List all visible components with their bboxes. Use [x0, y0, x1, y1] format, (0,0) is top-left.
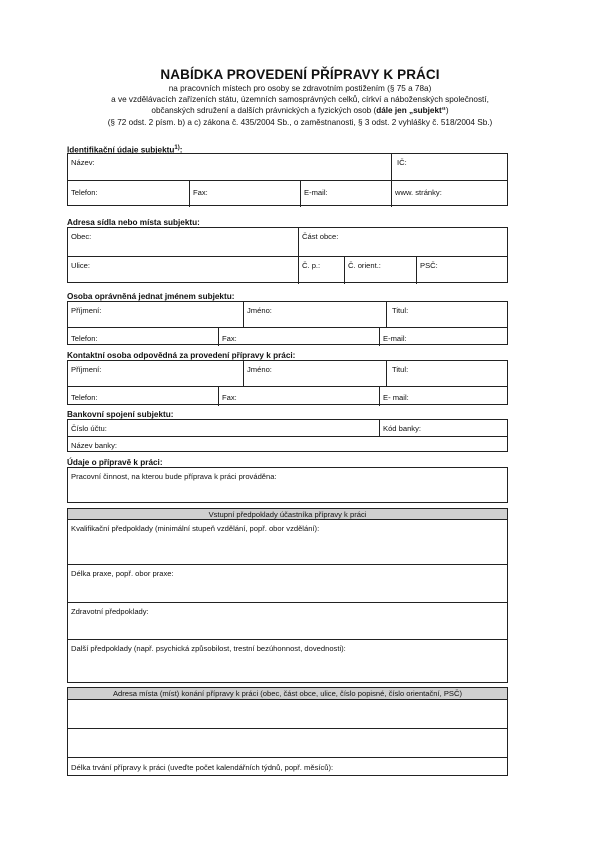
fax-field[interactable]: Fax:	[222, 393, 237, 402]
work-activity-field[interactable]: Pracovní činnost, na kterou bude příprava k práci prováděna:	[71, 472, 277, 481]
name-field[interactable]: Název:	[71, 158, 95, 167]
subtitle-line-3-end: )	[445, 106, 449, 115]
prerequisites-box	[67, 508, 508, 683]
email-field[interactable]: E-mail:	[383, 334, 407, 343]
email-field[interactable]: E- mail:	[383, 393, 409, 402]
subtitle-line-3-start: občanských sdružení a dalších právnických a fyzických osob (	[151, 106, 377, 115]
footnote-ref: 1)	[174, 145, 180, 151]
divider	[243, 302, 244, 327]
contact-row-1	[68, 361, 507, 386]
health-field[interactable]: Zdravotní předpoklady:	[71, 607, 149, 616]
fax-field[interactable]: Fax:	[222, 334, 237, 343]
address-row-1	[68, 228, 507, 256]
location-header-row	[68, 688, 507, 699]
email-field[interactable]: E-mail:	[304, 188, 328, 197]
bank-code-field[interactable]: Kód banky:	[383, 424, 421, 433]
street-field[interactable]: Ulice:	[71, 261, 90, 270]
identification-box	[67, 153, 508, 206]
address-heading: Adresa sídla nebo místa subjektu:	[67, 218, 200, 227]
account-number-field[interactable]: Číslo účtu:	[71, 424, 107, 433]
title-field[interactable]: Titul:	[392, 306, 409, 315]
surname-field[interactable]: Příjmení:	[71, 306, 102, 315]
divider	[218, 387, 219, 406]
health-row	[68, 602, 507, 640]
prerequisites-header: Vstupní předpoklady účastníka přípravy k práci	[208, 510, 367, 519]
firstname-field[interactable]: Jméno:	[247, 306, 272, 315]
subtitle-line-3-bold: dále jen „subjekt“	[376, 106, 446, 115]
contact-heading: Kontaktní osoba odpovědná za provedení přípravy k práci:	[67, 351, 296, 360]
subtitle-line-2: a ve vzdělávacích zařízeních státu, územních samosprávných celků, církví a náboženských společností,	[111, 95, 489, 104]
address-box	[67, 227, 508, 283]
divider	[391, 181, 392, 207]
form-title: NABÍDKA PROVEDENÍ PŘÍPRAVY K PRÁCI	[160, 67, 440, 82]
duration-field[interactable]: Délka trvání přípravy k práci (uveďte počet kalendářních týdnů, popř. měsíců):	[71, 763, 334, 772]
divider	[189, 181, 190, 207]
authorized-heading: Osoba oprávněná jednat jménem subjektu:	[67, 292, 235, 301]
prerequisites-header-row	[68, 509, 507, 519]
title-field[interactable]: Titul:	[392, 365, 409, 374]
identification-heading-colon: :	[179, 145, 183, 155]
divider	[344, 257, 345, 284]
subtitle-line-3	[0, 106, 600, 117]
contact-box	[67, 360, 508, 405]
fax-field[interactable]: Fax:	[193, 188, 208, 197]
orientation-number-field[interactable]: Č. orient.:	[348, 261, 381, 270]
divider	[386, 361, 387, 386]
location-line-1[interactable]	[68, 699, 507, 729]
practice-row	[68, 564, 507, 603]
other-prerequisites-row	[68, 639, 507, 684]
bank-row-2	[68, 436, 507, 453]
phone-field[interactable]: Telefon:	[71, 393, 98, 402]
bank-name-field[interactable]: Název banky:	[71, 441, 118, 450]
authorized-row-1	[68, 302, 507, 327]
identification-row-2	[68, 180, 507, 207]
surname-field[interactable]: Příjmení:	[71, 365, 102, 374]
divider	[243, 361, 244, 386]
activity-box	[67, 467, 508, 503]
bank-row-1	[68, 420, 507, 436]
firstname-field[interactable]: Jméno:	[247, 365, 272, 374]
location-line-2[interactable]	[68, 728, 507, 758]
divider	[379, 328, 380, 346]
divider	[298, 228, 299, 256]
preparation-heading: Údaje o přípravě k práci:	[67, 458, 163, 467]
contact-row-2	[68, 386, 507, 406]
ico-field[interactable]: IČ:	[397, 158, 407, 167]
divider	[416, 257, 417, 284]
subtitle-line-1: na pracovních místech pro osoby se zdravotním postižením (§ 75 a 78a)	[168, 84, 432, 93]
divider	[386, 302, 387, 327]
authorized-row-2	[68, 327, 507, 346]
divider	[391, 154, 392, 180]
address-row-2	[68, 256, 507, 284]
divider	[379, 387, 380, 406]
duration-row	[68, 757, 507, 777]
web-field[interactable]: www. stránky:	[395, 188, 442, 197]
divider	[379, 420, 380, 436]
other-prerequisites-field[interactable]: Další předpoklady (např. psychická způsobilost, trestní bezúhonnost, dovednosti):	[71, 644, 346, 653]
qualification-row	[68, 519, 507, 565]
bank-heading: Bankovní spojení subjektu:	[67, 410, 174, 419]
divider	[300, 181, 301, 207]
authorized-box	[67, 301, 508, 345]
phone-field[interactable]: Telefon:	[71, 334, 98, 343]
phone-field[interactable]: Telefon:	[71, 188, 98, 197]
postal-code-field[interactable]: PSČ:	[420, 261, 438, 270]
practice-field[interactable]: Délka praxe, popř. obor praxe:	[71, 569, 174, 578]
city-part-field[interactable]: Část obce:	[302, 232, 339, 241]
identification-heading-text: Identifikační údaje subjektu	[67, 145, 175, 155]
house-number-field[interactable]: Č. p.:	[302, 261, 321, 270]
subtitle-line-4: (§ 72 odst. 2 písm. b) a c) zákona č. 435/2004 Sb., o zaměstnanosti, § 3 odst. 2 vyhlášky č. 518/2004 Sb.)	[107, 118, 493, 127]
divider	[218, 328, 219, 346]
location-box	[67, 687, 508, 776]
bank-box	[67, 419, 508, 452]
identification-row-1	[68, 154, 507, 180]
city-field[interactable]: Obec:	[71, 232, 92, 241]
qualification-field[interactable]: Kvalifikační předpoklady (minimální stupeň vzdělání, popř. obor vzdělání):	[71, 524, 320, 533]
divider	[298, 257, 299, 284]
location-header: Adresa místa (míst) konání přípravy k práci (obec, část obce, ulice, číslo popisné, číslo orientační, PSČ)	[112, 689, 463, 698]
